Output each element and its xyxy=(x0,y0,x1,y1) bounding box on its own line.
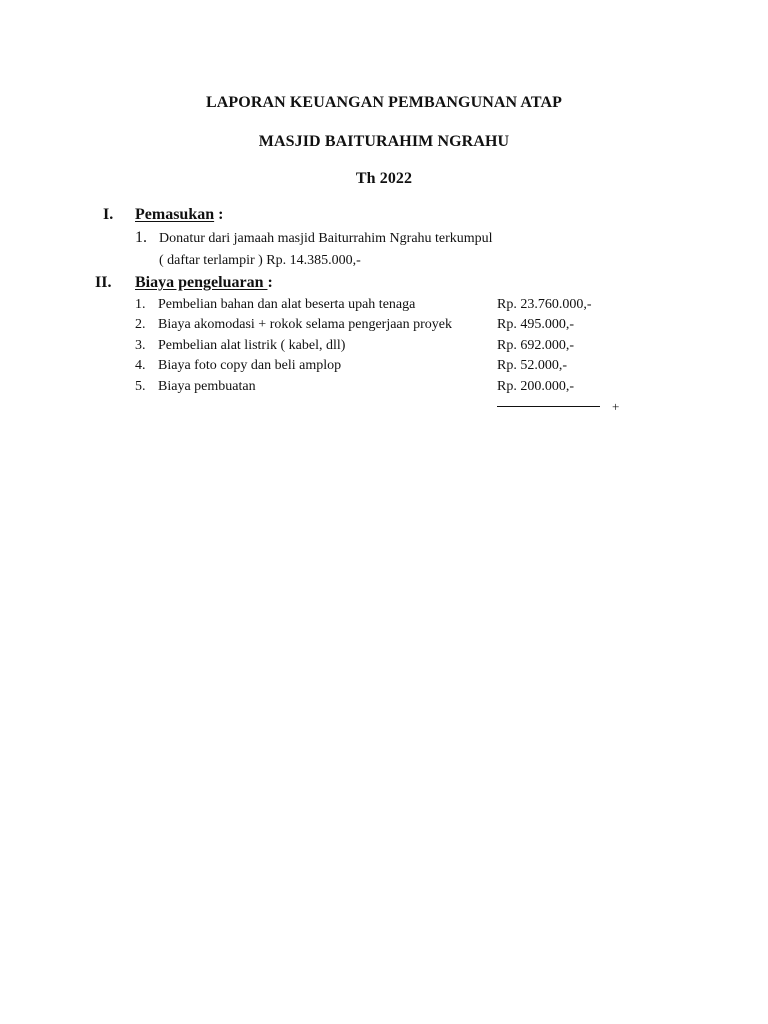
expense-amount: Rp. 495.000,- xyxy=(497,317,574,332)
income-item-number: 1. xyxy=(135,229,147,246)
section-2-heading xyxy=(135,274,273,292)
expense-description: Pembelian alat listrik ( kabel, dll) xyxy=(158,338,346,353)
expense-number: 3. xyxy=(135,338,146,353)
expense-description: Biaya foto copy dan beli amplop xyxy=(158,358,342,373)
sum-plus-sign: + xyxy=(612,399,620,414)
expense-number: 2. xyxy=(135,317,146,332)
section-1-title: Pemasukan xyxy=(135,206,215,223)
expense-row xyxy=(0,379,768,399)
section-1-colon: : xyxy=(214,206,224,223)
expense-amount: Rp. 52.000,- xyxy=(497,358,567,373)
expense-number: 4. xyxy=(135,358,146,373)
income-item-line-2: ( daftar terlampir ) Rp. 14.385.000,- xyxy=(159,253,361,268)
section-2-title: Biaya pengeluaran xyxy=(135,274,268,291)
section-2-colon: : xyxy=(267,274,273,291)
report-year: Th 2022 xyxy=(355,170,413,187)
expense-amount: Rp. 692.000,- xyxy=(497,338,574,353)
expense-amount: Rp. 23.760.000,- xyxy=(497,297,592,312)
expense-row xyxy=(0,297,768,317)
expense-row xyxy=(0,317,768,337)
mosque-name: MASJID BAITURAHIM NGRAHU xyxy=(258,133,510,150)
expense-row xyxy=(0,338,768,358)
expense-description: Biaya akomodasi + rokok selama pengerjaan proyek xyxy=(158,317,453,332)
section-1-heading xyxy=(135,206,223,224)
income-item-line-1: Donatur dari jamaah masjid Baiturrahim Ngrahu terkumpul xyxy=(159,231,493,246)
section-2-number: II. xyxy=(95,274,112,291)
section-1-number: I. xyxy=(103,206,114,223)
expense-number: 5. xyxy=(135,379,146,394)
report-title: LAPORAN KEUANGAN PEMBANGUNAN ATAP xyxy=(205,94,563,111)
sum-rule-line xyxy=(497,406,600,407)
expense-description: Pembelian bahan dan alat beserta upah tenaga xyxy=(158,297,416,312)
expense-amount: Rp. 200.000,- xyxy=(497,379,574,394)
expense-description: Biaya pembuatan xyxy=(158,379,256,394)
expense-number: 1. xyxy=(135,297,146,312)
expense-row xyxy=(0,358,768,378)
